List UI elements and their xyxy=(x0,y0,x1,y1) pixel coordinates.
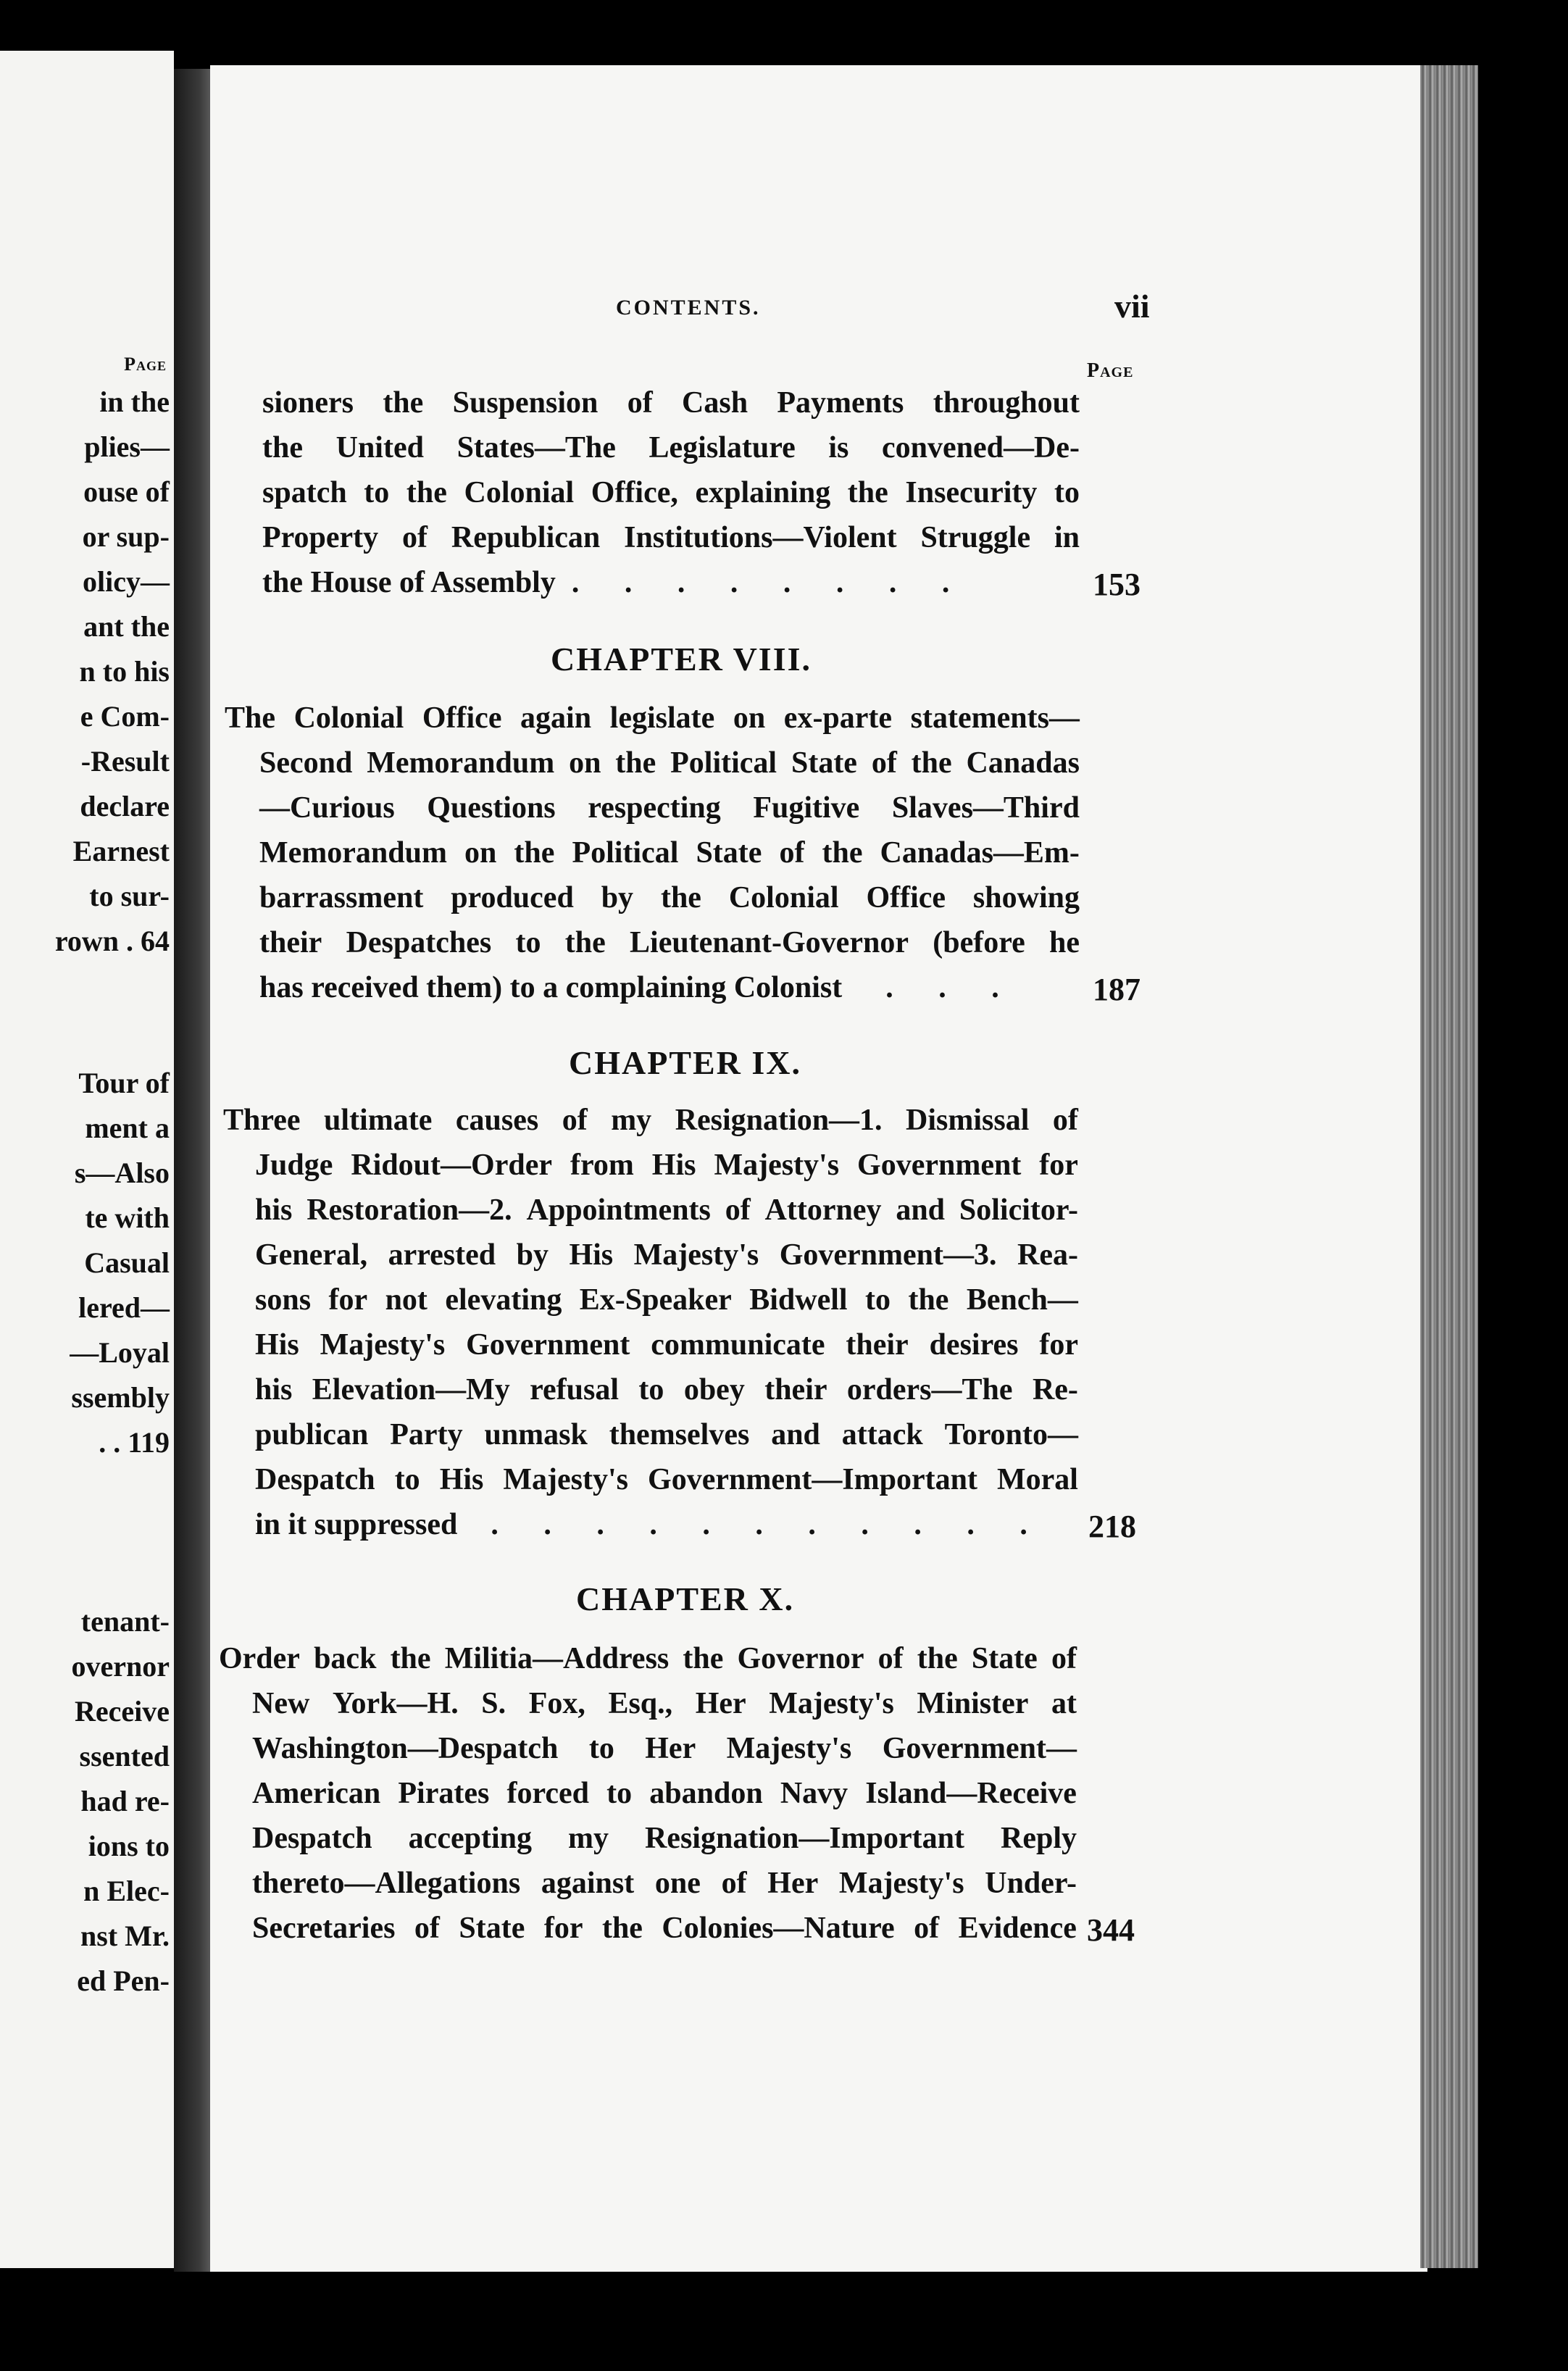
left-page-fragment: Earnest xyxy=(72,835,170,867)
left-page-fragment: ions to xyxy=(88,1830,170,1862)
entry-page-number: 218 xyxy=(1088,1509,1136,1544)
left-page-fragment: declare xyxy=(80,790,170,822)
left-page-fragment: ment a xyxy=(85,1112,170,1144)
left-page-label: Page xyxy=(124,354,167,375)
entry-line: Judge Ridout—Order from His Majesty's Government for xyxy=(255,1149,1078,1182)
left-page-fragment: s—Also xyxy=(74,1157,170,1189)
left-page-fragment: or sup- xyxy=(82,520,170,553)
entry-line: the United States—The Legislature is convened—De- xyxy=(262,431,1080,464)
entry-line: His Majesty's Government communicate their desires for xyxy=(255,1328,1078,1362)
left-page-fragment: tenant- xyxy=(80,1605,170,1638)
left-page-fragment: —Loyal xyxy=(70,1336,170,1369)
entry-page-number: 153 xyxy=(1093,567,1140,602)
entry-line: Order back the Militia—Address the Governor of the State of xyxy=(219,1642,1077,1675)
entry-line: Secretaries of State for the Colonies—Nature of Evidence xyxy=(252,1912,1077,1945)
left-page-fragment: ant the xyxy=(83,610,170,643)
leader-dots: . . . . . . . . xyxy=(571,566,969,599)
left-page-fragment: ouse of xyxy=(83,475,170,508)
entry-text: has received them) to a complaining Colonist xyxy=(259,971,843,1004)
left-page-fragment: in the xyxy=(99,386,170,418)
entry-line: sons for not elevating Ex-Speaker Bidwell to the Bench— xyxy=(255,1283,1078,1317)
entry-line: sioners the Suspension of Cash Payments throughout xyxy=(262,386,1080,420)
left-page-fragment: nst Mr. xyxy=(80,1920,170,1952)
entry-line: their Despatches to the Lieutenant-Governor (before he xyxy=(259,926,1080,959)
running-title: CONTENTS. xyxy=(616,296,761,320)
left-page-fragment: te with xyxy=(85,1201,170,1234)
left-page-fragment: olicy— xyxy=(83,565,170,598)
left-page-fragment: ssembly xyxy=(71,1381,170,1414)
entry-line: Property of Republican Institutions—Violent Struggle in xyxy=(262,521,1080,554)
entry-line: his Elevation—My refusal to obey their orders—The Re- xyxy=(255,1373,1078,1407)
left-page-fragment: ed Pen- xyxy=(77,1964,170,1997)
left-page-fragment: rown . 64 xyxy=(54,925,170,957)
entry-line: his Restoration—2. Appointments of Attorney and Solicitor- xyxy=(255,1193,1078,1227)
leader-dots: . . . xyxy=(885,971,1018,1004)
left-page-fragment: n Elec- xyxy=(83,1875,170,1907)
left-page-fragment: . . 119 xyxy=(99,1426,170,1459)
page-column-label: Page xyxy=(1087,359,1134,382)
entry-line: Second Memorandum on the Political State of the Canadas xyxy=(259,746,1080,780)
entry-line: Despatch accepting my Resignation—Important Reply xyxy=(252,1822,1077,1855)
left-page-fragment: overnor xyxy=(71,1650,170,1683)
entry-line: thereto—Allegations against one of Her Majesty's Under- xyxy=(252,1867,1077,1900)
entry-line: spatch to the Colonial Office, explaining the Insecurity to xyxy=(262,476,1080,509)
left-page-fragment: Tour of xyxy=(78,1067,170,1099)
left-page-fragment: ssented xyxy=(79,1740,170,1772)
entry-line xyxy=(262,567,968,598)
left-page-fragment: e Com- xyxy=(80,700,170,733)
entry-line: General, arrested by His Majesty's Government—3. Rea- xyxy=(255,1238,1078,1272)
left-page-fragment: lered— xyxy=(78,1291,170,1324)
left-page xyxy=(0,51,174,2268)
entry-line: barrassment produced by the Colonial Office showing xyxy=(259,881,1080,914)
entry-line: American Pirates forced to abandon Navy Island—Receive xyxy=(252,1777,1077,1810)
entry-line: Washington—Despatch to Her Majesty's Government— xyxy=(252,1732,1077,1765)
left-page-fragment: plies— xyxy=(84,430,170,463)
entry-line: publican Party unmask themselves and attack Toronto— xyxy=(255,1418,1078,1451)
left-page-fragment: n to his xyxy=(79,655,170,688)
entry-line: Memorandum on the Political State of the Canadas—Em- xyxy=(259,836,1080,870)
left-page-fragment: -Result xyxy=(80,745,170,778)
entry-page-number: 187 xyxy=(1093,972,1140,1007)
chapter-heading: CHAPTER IX. xyxy=(569,1044,802,1081)
leader-dots: . . . . . . . . . . . xyxy=(491,1508,1046,1541)
chapter-heading: CHAPTER VIII. xyxy=(551,641,812,678)
left-page-fragment: had re- xyxy=(80,1785,170,1817)
page-edges xyxy=(1420,65,1478,2268)
left-page-fragment: Receive xyxy=(74,1695,170,1728)
entry-line: Three ultimate causes of my Resignation—1. Dismissal of xyxy=(223,1104,1078,1137)
left-page-fragment: Casual xyxy=(84,1246,170,1279)
page-number: vii xyxy=(1114,288,1150,325)
entry-text: the House of Assembly xyxy=(262,566,556,599)
left-page-fragment: to sur- xyxy=(89,880,170,912)
entry-line xyxy=(255,1509,1046,1540)
entry-line: New York—H. S. Fox, Esq., Her Majesty's Minister at xyxy=(252,1687,1077,1720)
entry-line: —Curious Questions respecting Fugitive Slaves—Third xyxy=(259,791,1080,825)
chapter-heading: CHAPTER X. xyxy=(576,1580,795,1617)
entry-page-number: 344 xyxy=(1087,1912,1135,1948)
entry-line: Despatch to His Majesty's Government—Important Moral xyxy=(255,1463,1078,1496)
entry-line xyxy=(259,972,1018,1003)
entry-text: in it suppressed xyxy=(255,1508,458,1541)
entry-line: The Colonial Office again legislate on ex-parte statements— xyxy=(225,701,1080,735)
